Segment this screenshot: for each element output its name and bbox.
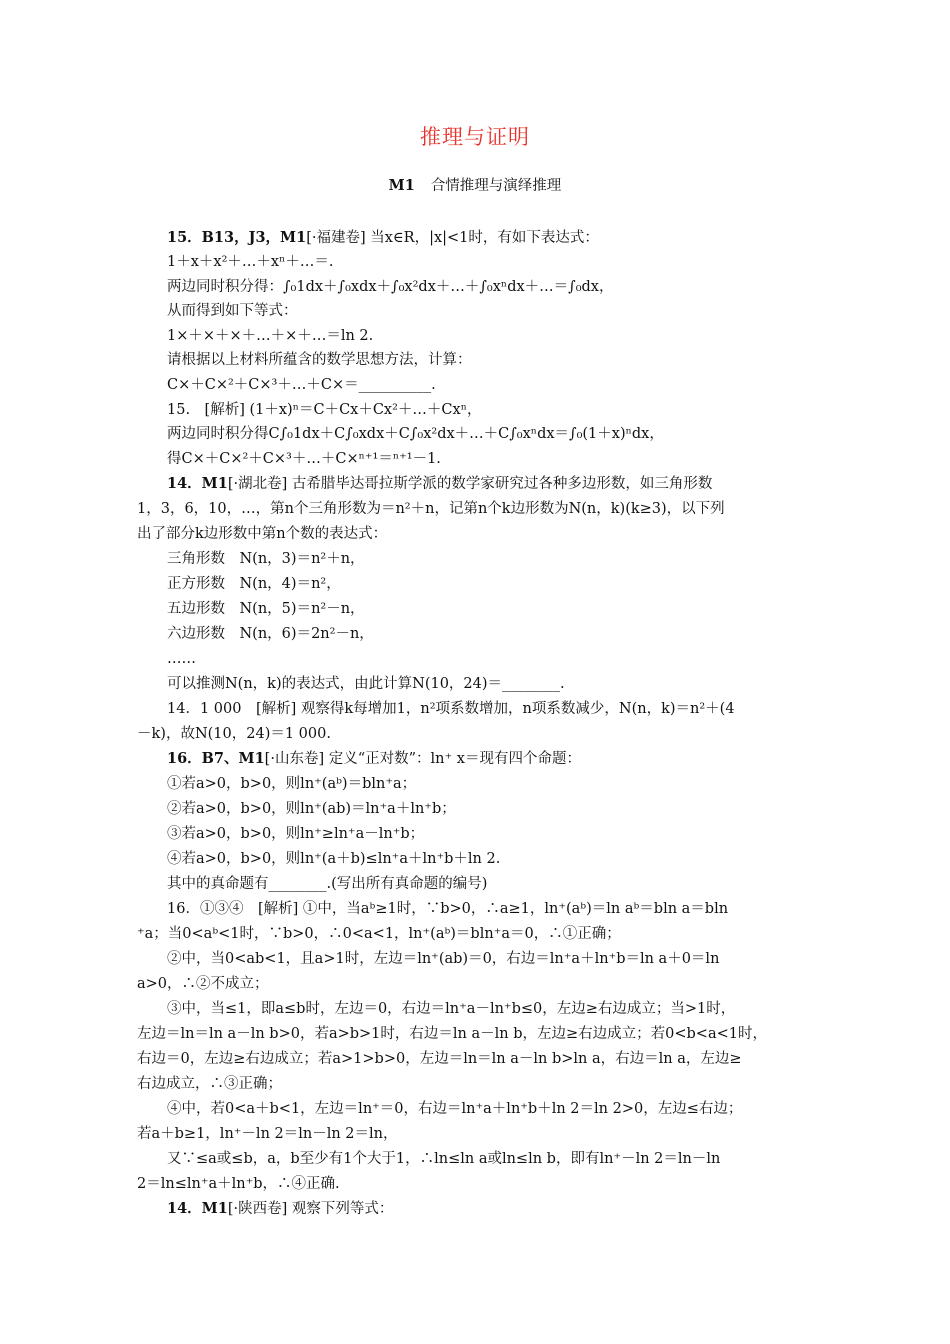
text-line bbox=[137, 1074, 827, 1094]
page-title: 推理与证明 bbox=[420, 125, 530, 149]
line-text: 左边＝ln＝ln a－ln b>0，若a>b>1时，右边＝ln a－ln b，左边≥右边成立；若0<b<a<1时， bbox=[137, 1026, 767, 1042]
problem-code: 14．M1 bbox=[167, 475, 228, 492]
text-line bbox=[137, 1174, 827, 1194]
text-line bbox=[137, 1049, 827, 1069]
text-line bbox=[167, 699, 827, 719]
line-text: 又∵≤a或≤b，a，b至少有1个大于1，∴ln≤ln a或ln≤ln b，即有ln⁺－ln 2＝ln－ln bbox=[167, 1151, 721, 1167]
text-line bbox=[167, 252, 827, 272]
line-text: ③中，当≤1，即a≤b时，左边＝0，右边＝ln⁺a－ln⁺b≤0，左边≥右边成立；当>1时， bbox=[167, 1001, 736, 1017]
text-line bbox=[167, 824, 827, 844]
line-text: ②中，当0<ab<1，且a>1时，左边＝ln⁺(ab)＝0，右边＝ln⁺a＋ln⁺b＝ln a＋0＝ln bbox=[167, 951, 720, 967]
line-text: 右边＝0，左边≥右边成立；若a>1>b>0，左边＝ln＝ln a－ln b>ln a，右边＝ln a，左边≥ bbox=[137, 1051, 742, 1067]
text-line bbox=[167, 774, 827, 794]
line-text: C×＋C×²＋C×³＋…＋C×＝__________. bbox=[167, 377, 436, 393]
line-text: 得C×＋C×²＋C×³＋…＋C×ⁿ⁺¹＝ⁿ⁺¹－1. bbox=[167, 451, 441, 467]
text-line bbox=[137, 499, 827, 519]
text-line bbox=[167, 949, 827, 969]
line-text: 从而得到如下等式： bbox=[167, 303, 298, 319]
line-text: 三角形数 N(n，3)＝n²＋n， bbox=[167, 551, 365, 567]
text-line bbox=[137, 724, 827, 744]
text-line bbox=[167, 599, 827, 619]
line-text: 14．1 000 [解析] 观察得k每增加1，n²项系数增加，n项系数减少，N(n，k)＝n²＋(4 bbox=[167, 701, 735, 717]
problem-code: 16．B7、M1 bbox=[167, 750, 265, 767]
line-text: ④中，若0<a＋b<1，左边＝ln⁺＝0，右边＝ln⁺a＋ln⁺b＋ln 2＝ln 2>0，左边≤右边； bbox=[167, 1101, 743, 1117]
line-text: －k)，故N(10，24)＝1 000. bbox=[137, 726, 331, 742]
text-line bbox=[137, 924, 827, 944]
line-text: 其中的真命题有________.(写出所有真命题的编号) bbox=[167, 876, 488, 892]
text-line bbox=[167, 624, 827, 644]
text-line bbox=[137, 974, 827, 994]
line-text: [·湖北卷] 古希腊毕达哥拉斯学派的数学家研究过各种多边形数，如三角形数 bbox=[227, 476, 713, 492]
line-text: ②若a>0，b>0，则ln⁺(ab)＝ln⁺a＋ln⁺b； bbox=[167, 801, 456, 817]
line-text: 正方形数 N(n，4)＝n²， bbox=[167, 576, 341, 592]
line-text: 出了部分k边形数中第n个数的表达式： bbox=[137, 526, 388, 542]
text-line bbox=[167, 277, 827, 297]
line-text: [·福建卷] 当x∈R，|x|<1时，有如下表达式： bbox=[306, 230, 599, 246]
line-text: [·山东卷] 定义“正对数”：ln⁺ x＝现有四个命题： bbox=[264, 751, 581, 767]
text-line bbox=[167, 749, 827, 769]
text-line bbox=[167, 874, 827, 894]
text-line bbox=[167, 799, 827, 819]
text-line bbox=[167, 1099, 827, 1119]
line-text: 请根据以上材料所蕴含的数学思想方法，计算： bbox=[167, 352, 472, 368]
line-text: 2＝ln≤ln⁺a＋ln⁺b，∴④正确. bbox=[137, 1176, 340, 1192]
text-line bbox=[167, 228, 827, 248]
line-text: a>0，∴②不成立； bbox=[137, 976, 269, 992]
problem-code: 14．M1 bbox=[167, 1200, 228, 1217]
line-text: 六边形数 N(n，6)＝2n²－n， bbox=[167, 626, 374, 642]
line-text: 两边同时积分得：∫₀1dx＋∫₀xdx＋∫₀x²dx＋…＋∫₀xⁿdx＋…＝∫₀dx， bbox=[167, 279, 614, 295]
line-text: …… bbox=[167, 651, 196, 667]
line-text: ①若a>0，b>0，则ln⁺(aᵇ)＝bln⁺a； bbox=[167, 776, 417, 792]
text-line bbox=[167, 1149, 827, 1169]
text-line bbox=[167, 350, 827, 370]
line-text: 1＋x＋x²＋…＋xⁿ＋…＝. bbox=[167, 254, 334, 270]
line-text: 可以推测N(n，k)的表达式，由此计算N(10，24)＝________. bbox=[167, 676, 565, 692]
text-line bbox=[167, 449, 827, 469]
line-text: ④若a>0，b>0，则ln⁺(a＋b)≤ln⁺a＋ln⁺b＋ln 2. bbox=[167, 851, 501, 867]
line-text: 1，3，6，10，…，第n个三角形数为＝n²＋n，记第n个k边形数为N(n，k)(k≥3)，以下列 bbox=[137, 501, 725, 517]
text-line bbox=[167, 326, 827, 346]
text-line bbox=[167, 301, 827, 321]
text-line bbox=[167, 574, 827, 594]
problem-code: 15．B13，J3，M1 bbox=[167, 229, 307, 246]
text-line bbox=[137, 1124, 827, 1144]
line-text: 右边成立，∴③正确； bbox=[137, 1076, 282, 1092]
text-line bbox=[167, 999, 827, 1019]
text-line bbox=[137, 524, 827, 544]
line-text: 两边同时积分得C∫₀1dx＋C∫₀xdx＋C∫₀x²dx＋…＋C∫₀xⁿdx＝∫₀(1＋x)ⁿdx， bbox=[167, 426, 664, 442]
section-heading bbox=[0, 176, 950, 196]
text-line bbox=[167, 649, 827, 669]
text-line bbox=[167, 899, 827, 919]
line-text: 若a＋b≥1，ln⁺－ln 2＝ln－ln 2＝ln， bbox=[137, 1126, 398, 1142]
line-text: 15. [解析] (1＋x)ⁿ＝C＋Cx＋Cx²＋…＋Cxⁿ， bbox=[167, 402, 482, 418]
section-name: 合情推理与演绎推理 bbox=[430, 178, 562, 194]
text-line bbox=[137, 1024, 827, 1044]
line-text: [·陕西卷] 观察下列等式： bbox=[227, 1201, 394, 1217]
line-text: 五边形数 N(n，5)＝n²－n， bbox=[167, 601, 365, 617]
text-line bbox=[167, 674, 827, 694]
line-text: ⁺a；当0<aᵇ<1时，∵b>0，∴0<a<1，ln⁺(aᵇ)＝bln⁺a＝0，∴①正确； bbox=[137, 926, 621, 942]
line-text: 16．①③④ [解析] ①中，当aᵇ≥1时，∵b>0，∴a≥1，ln⁺(aᵇ)＝ln aᵇ＝bln a＝bln bbox=[167, 901, 729, 917]
text-line bbox=[167, 474, 827, 494]
line-text: ③若a>0，b>0，则ln⁺≥ln⁺a－ln⁺b； bbox=[167, 826, 425, 842]
text-line bbox=[167, 549, 827, 569]
section-code: M1 bbox=[388, 177, 415, 194]
text-line bbox=[167, 400, 827, 420]
text-line bbox=[167, 375, 827, 395]
line-text: 1×＋×＋×＋…＋×＋…＝ln 2. bbox=[167, 328, 374, 344]
text-line bbox=[167, 1199, 827, 1219]
text-line bbox=[167, 849, 827, 869]
text-line bbox=[167, 424, 827, 444]
